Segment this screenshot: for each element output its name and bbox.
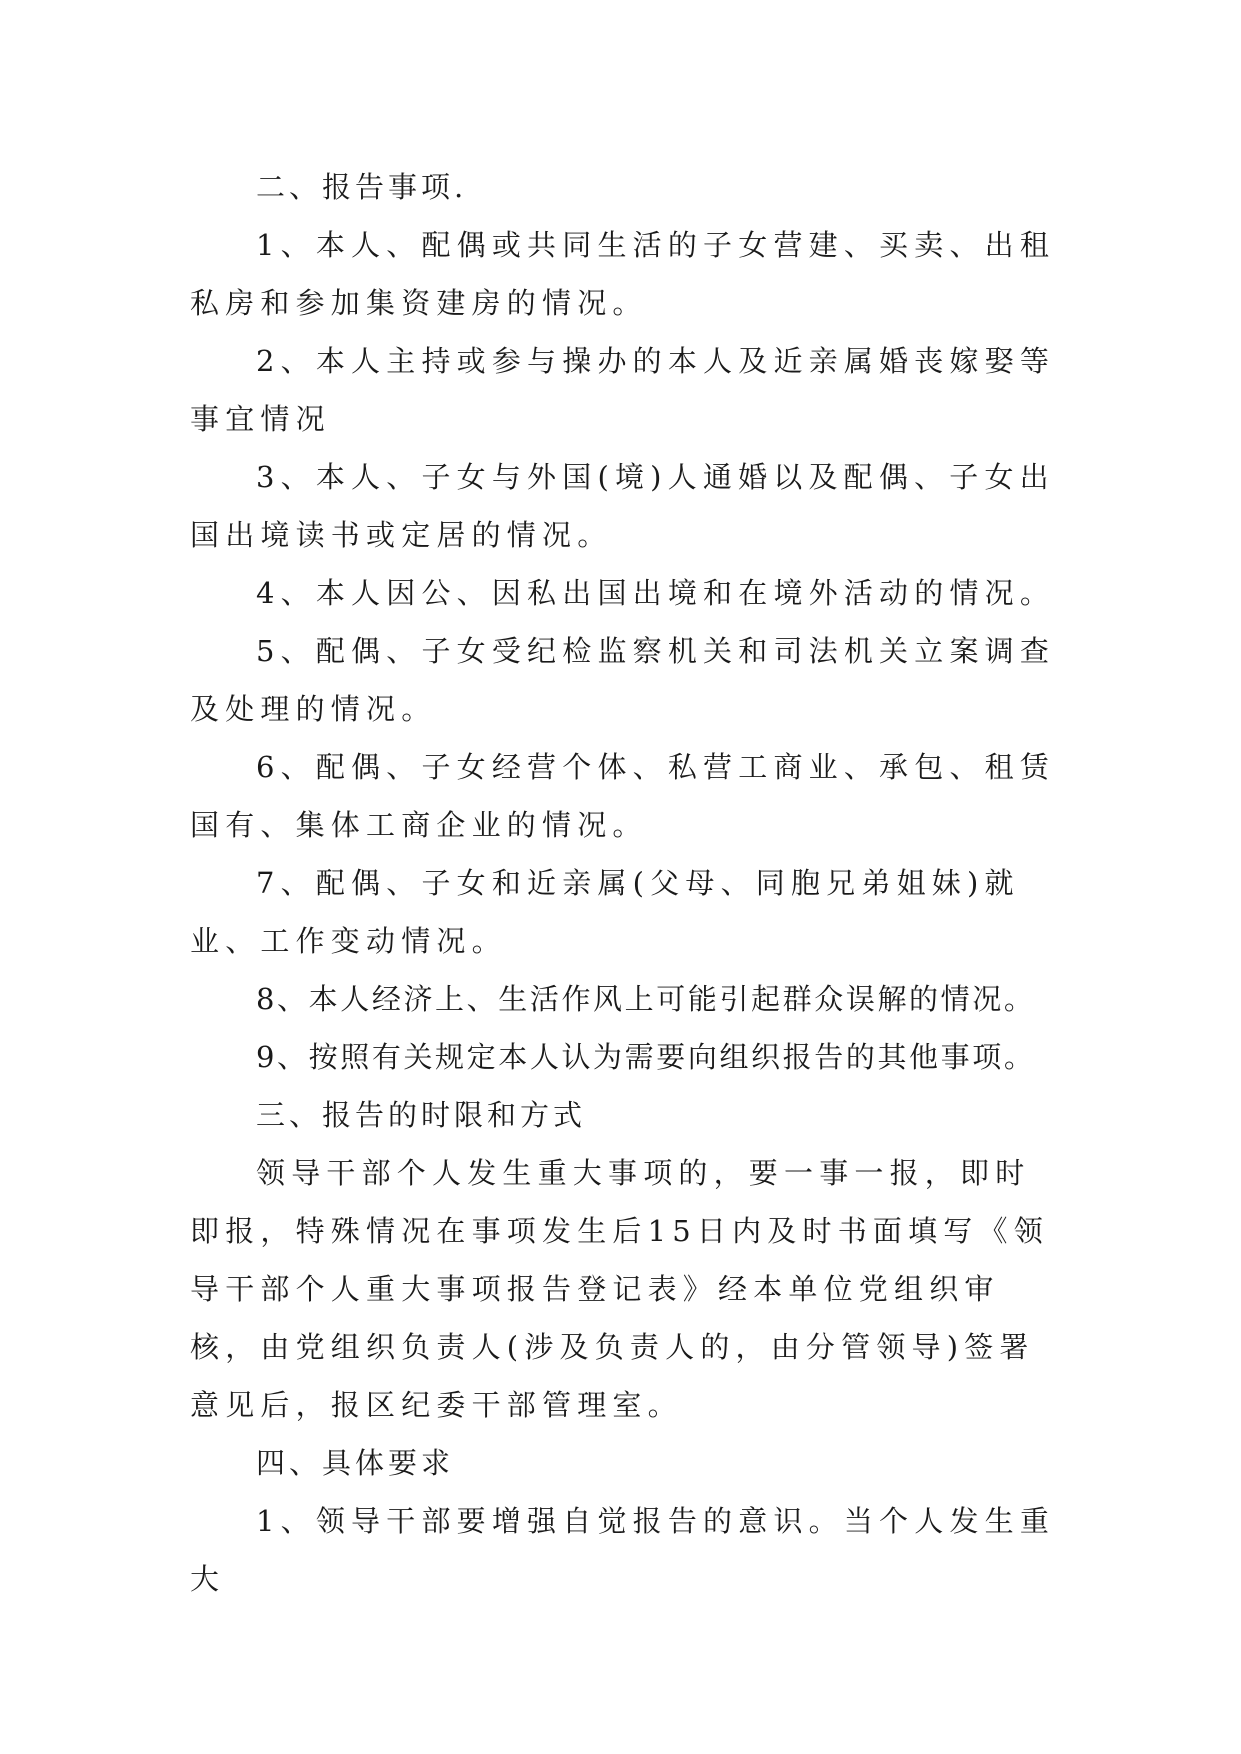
item-6-business: 6、配偶、子女经营个体、私营工商业、承包、租赁国有、集体工商企业的情况。 xyxy=(190,750,1056,842)
item-7-employment: 7、配偶、子女和近亲属(父母、同胞兄弟姐妹)就业、工作变动情况。 xyxy=(190,866,1020,958)
item-5-investigation: 5、配偶、子女受纪检监察机关和司法机关立案调查及处理的情况。 xyxy=(190,634,1056,726)
section-heading-reporting-items: 二、报告事项. xyxy=(256,170,468,204)
section-heading-requirements: 四、具体要求 xyxy=(256,1446,455,1480)
document-body xyxy=(190,158,1060,1608)
deadline-method-body: 领导干部个人发生重大事项的，要一事一报，即时即报，特殊情况在事项发生后15日内及时书面填写《领导干部个人重大事项报告登记表》经本单位党组织审核，由党组织负责人(涉及负责人的，由分管领导)签署意见后，报区纪委干部管理室。 xyxy=(190,1156,1049,1422)
section-heading-deadline-method: 三、报告的时限和方式 xyxy=(256,1098,587,1132)
item-2-family-events: 2、本人主持或参与操办的本人及近亲属婚丧嫁娶等事宜情况 xyxy=(190,344,1056,436)
item-9-other-matters: 9、按照有关规定本人认为需要向组织报告的其他事项。 xyxy=(256,1040,1036,1074)
item-4-overseas-travel: 4、本人因公、因私出国出境和在境外活动的情况。 xyxy=(256,576,1056,610)
item-3-foreign-marriage: 3、本人、子女与外国(境)人通婚以及配偶、子女出国出境读书或定居的情况。 xyxy=(190,460,1055,552)
item-1-housing: 1、本人、配偶或共同生活的子女营建、买卖、出租私房和参加集资建房的情况。 xyxy=(190,228,1056,320)
item-8-misunderstanding: 8、本人经济上、生活作风上可能引起群众误解的情况。 xyxy=(256,982,1036,1016)
requirement-1: 1、领导干部要增强自觉报告的意识。当个人发生重大 xyxy=(190,1504,1056,1596)
